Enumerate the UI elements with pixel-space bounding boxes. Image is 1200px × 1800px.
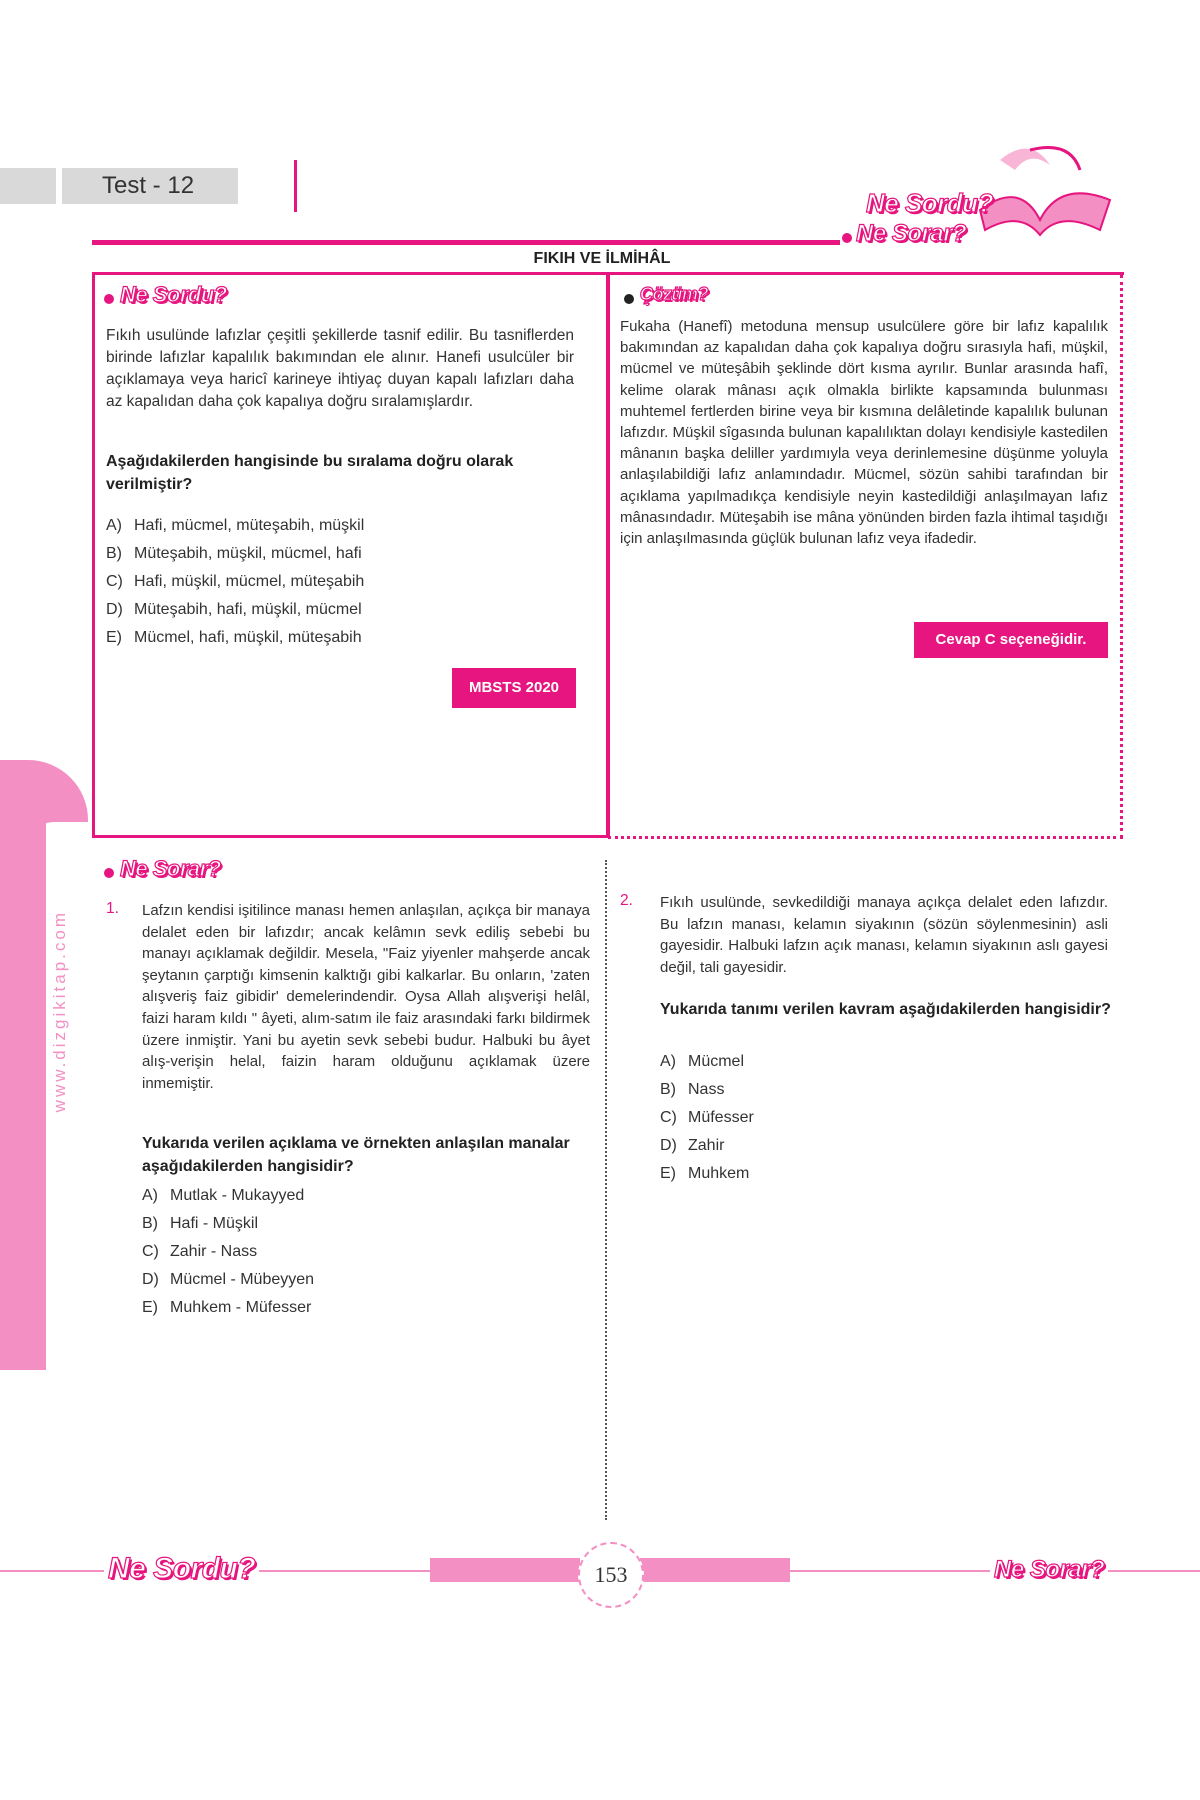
q1-option-e: E) Muhkem - Müfesser: [142, 1299, 312, 1316]
box-right-dotted-border: [1120, 275, 1123, 838]
q2-option-d: D) Zahir: [660, 1137, 725, 1154]
source-badge: MBSTS 2020: [452, 668, 576, 708]
logo-dot: [842, 233, 852, 243]
q2-option-c: C) Müfesser: [660, 1109, 754, 1126]
logo-ne-sorar: Ne Sorar?: [856, 220, 967, 247]
q2-options: [660, 1048, 1100, 1188]
section-title: FIKIH VE İLMİHÂL: [512, 250, 692, 268]
option-d: D) Müteşabih, hafi, müşkil, mücmel: [106, 601, 362, 618]
sidebar-url: www.dizgikitap.com: [50, 910, 69, 1113]
header-grey-tab-left: [0, 168, 56, 204]
ne-sordu-options: [106, 512, 566, 652]
option-b: B) Müteşabih, müşkil, mücmel, hafi: [106, 545, 362, 562]
q1-question: Yukarıda verilen açıklama ve örnekten anlaşılan manalar aşağıdakilerden hangisidir?: [142, 1135, 570, 1175]
option-e: E) Mücmel, hafi, müşkil, müteşabih: [106, 629, 362, 646]
q2-question: Yukarıda tanımı verilen kavram aşağıdakilerden hangisidir?: [660, 1001, 1111, 1018]
header-pink-divider: [294, 160, 297, 212]
page-number: 153: [594, 1562, 628, 1587]
column-dotted-divider: [605, 860, 607, 1520]
option-a: A) Hafi, mücmel, müteşabih, müşkil: [106, 517, 365, 534]
q1-option-d: D) Mücmel - Mübeyyen: [142, 1271, 315, 1288]
box-bottom-dotted-border: [608, 836, 1123, 839]
left-pink-sidebar: [0, 760, 88, 1370]
q2-option-b: B) Nass: [660, 1081, 725, 1098]
box-top-border-right: [608, 272, 1124, 275]
cozum-heading-dot: [624, 294, 634, 304]
ne-sordu-body: Fıkıh usulünde lafızlar çeşitli şekillerde tasnif edilir. Bu tasniflerden birinde lafızlar kapalılık bakımından ele alınır. Hanefi usulcüler bir açıklamaya veya haricî karineye ihtiyaç duyan kapalı lafızları daha az kapalıdan daha çok kapalıya doğru sıralamışlardır.: [106, 327, 574, 410]
q2-option-a: A) Mücmel: [660, 1053, 745, 1070]
q1-option-c: C) Zahir - Nass: [142, 1243, 258, 1260]
answer-badge: Cevap C seçeneğidir.: [914, 622, 1108, 658]
ne-sorar-heading: Ne Sorar?: [120, 856, 221, 881]
q1-option-b: B) Hafi - Müşkil: [142, 1215, 259, 1232]
footer-pink-bar-right: [640, 1558, 790, 1582]
sidebar-pink-strip: [6, 820, 46, 1370]
footer-logo-left: Ne Sordu?: [104, 1552, 259, 1586]
ne-sordu-question: Aşağıdakilerden hangisinde bu sıralama doğru olarak verilmiştir?: [106, 453, 514, 493]
ne-sorar-heading-dot: [104, 868, 114, 878]
q2-number: 2.: [620, 892, 633, 909]
q1-options: [142, 1182, 582, 1322]
test-label: Test - 12: [62, 168, 238, 204]
q2-option-e: E) Muhkem: [660, 1165, 750, 1182]
cozum-heading: Çözüm?: [640, 284, 708, 304]
q2-body: Fıkıh usulünde, sevkedildiği manaya açıkça delalet eden lafızdır. Bu lafzın manası, kelamın siyakının (sözün söylenmesinin) asli gayesidir. Halbuki lafzın açık manası, kelamın siyakının aslı gayesi değil, tali gayesidir.: [660, 894, 1108, 976]
header-underline: [92, 240, 840, 245]
q1-body: Lafzın kendisi işitilince manası hemen anlaşılan, açıkça bir manaya delalet eden bir lafızdır; ancak kelâmın sevk ediliş sebebi bu manayı açıklamak değildir. Mesela, "Faiz yiyenler mahşerde ancak şeytanın çarptığı kimsenin kalktığı gibi kalkarlar. Bu onların, 'zaten alışveriş faiz gibidir' demelerindendir. Oysa Allah alışverişi helâl, faizi haram kıldı " âyeti, alım-satım ile faiz arasındaki farkı bildirmek üzere inmiştir. Yani bu ayetin sevk sebebi budur. Halbuki bu âyet alış-verişin helal, faizin haram olduğunu açıklamak üzere inmemiştir.: [142, 902, 590, 1092]
cozum-body: Fukaha (Hanefî) metoduna mensup usulcülere göre bir lafız kapalılık bakımından az kapalıdan daha çok kapalıya doğru sırasıyla hafi, müşkil, mücmel ve müteşâbih şeklinde dört kısma ayrılır. Bunlar arasında hafî, kelime olarak mânası açık olmakla birlikte kapsamında bulunması muhtemel fertlerden birine veya bir kısmına delâletinde kapalılık bulunan lafızdır. Müşkil sîgasında bulunan kapalılıktan dolayı kendisiyle kastedilen mânanın başka deliller yardımıyla veya derinlemesine düşünme yoluyla anlaşılabildiği lafız anlamındadır. Mücmel, sözün sahibi tarafından bir açıklama yapılmadıkça kendisiyle neyin kastedildiği anlaşılmayan lafız mânasındadır. Müteşabih ise mâna yönünden birden fazla ihtimal taşıdığı için anlaşılmasında güçlük bulunan lafız veya ifadedir.: [620, 318, 1108, 548]
box-middle-divider: [606, 272, 610, 838]
ne-sordu-heading-dot: [104, 294, 114, 304]
q1-number: 1.: [106, 900, 119, 917]
option-c: C) Hafi, müşkil, mücmel, müteşabih: [106, 573, 365, 590]
logo-ne-sordu: Ne Sordu?: [866, 188, 993, 218]
footer-pink-bar-left: [430, 1558, 580, 1582]
q1-option-a: A) Mutlak - Mukayyed: [142, 1187, 305, 1204]
ne-sordu-heading: Ne Sordu?: [120, 282, 227, 307]
footer-logo-right: Ne Sorar?: [990, 1556, 1108, 1584]
